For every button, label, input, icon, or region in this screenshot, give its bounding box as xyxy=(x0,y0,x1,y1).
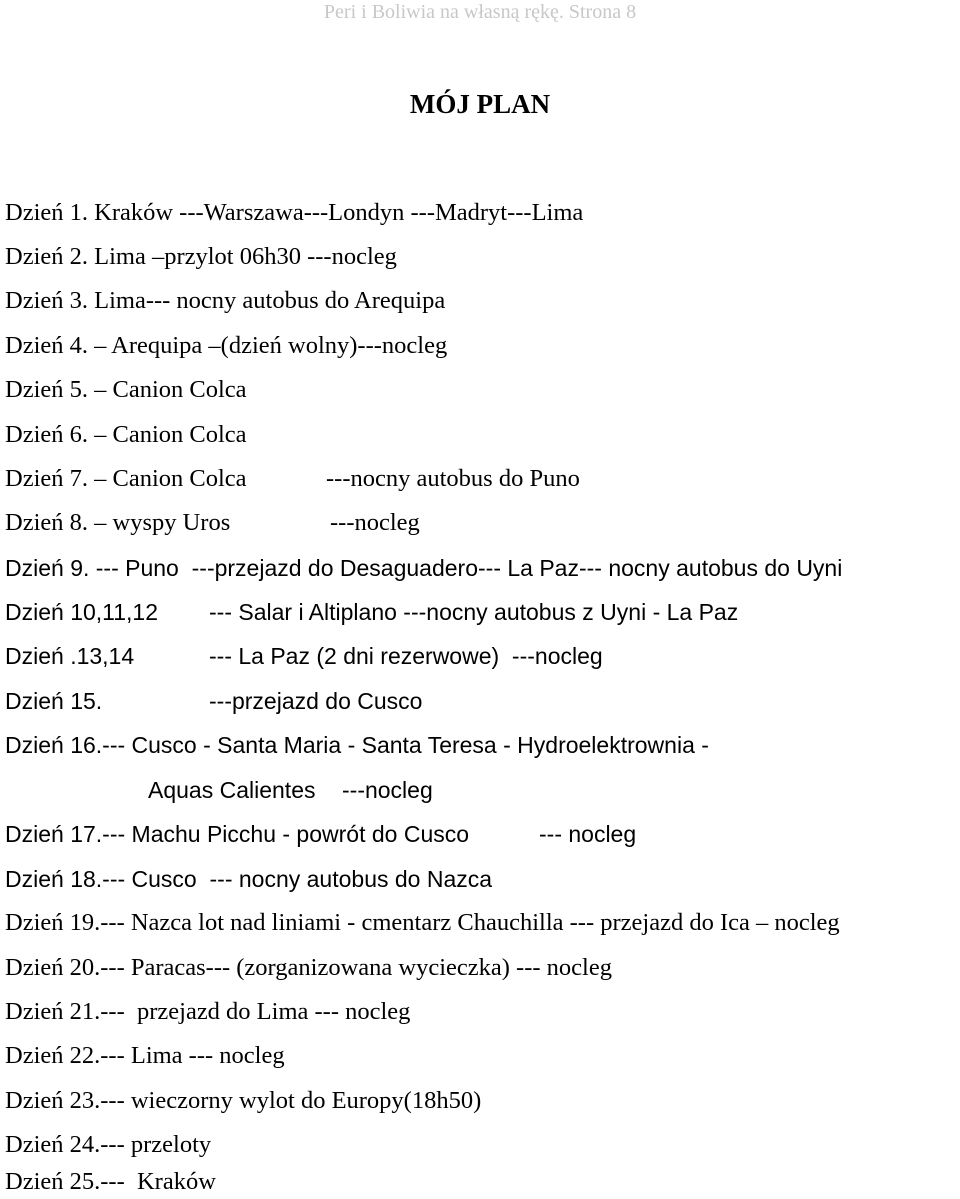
day-detail: --- nocleg xyxy=(539,821,637,847)
day-10-12 xyxy=(5,596,739,628)
page-header: Peri i Boliwia na własną rękę. Strona 8 xyxy=(323,1,637,23)
day-label: Dzień 15. xyxy=(5,688,103,714)
day-label: Dzień 25.--- Kraków xyxy=(5,1168,216,1195)
day-label: Dzień 16.--- Cusco - Santa Maria - Santa Teresa - Hydroelektrownia - xyxy=(5,732,709,758)
day-label: Dzień 9. --- Puno ---przejazd do Desaguadero--- La Paz--- nocny autobus do Uyni xyxy=(5,555,843,581)
day-detail: ---nocleg xyxy=(342,777,433,803)
day-8 xyxy=(5,507,420,539)
day-label: Dzień 19.--- Nazca lot nad liniami - cmentarz Chauchilla --- przejazd do Ica – nocleg xyxy=(5,909,840,936)
day-13-14 xyxy=(5,640,603,672)
day-label: Dzień 3. Lima--- nocny autobus do Arequipa xyxy=(5,287,446,314)
day-label: Dzień 10,11,12 xyxy=(5,599,159,625)
day-label: Dzień 2. Lima –przylot 06h30 ---nocleg xyxy=(5,243,397,270)
day-label: Dzień 23.--- wieczorny wylot do Europy(18h50) xyxy=(5,1087,482,1114)
day-17 xyxy=(5,818,637,850)
day-label: Dzień 24.--- przeloty xyxy=(5,1131,212,1158)
day-label: Dzień 6. – Canion Colca xyxy=(5,421,247,448)
page-title: MÓJ PLAN xyxy=(409,89,551,119)
day-label: Dzień 8. – wyspy Uros xyxy=(5,509,231,536)
day-detail: ---przejazd do Cusco xyxy=(209,688,423,714)
day-label: Dzień 17.--- Machu Picchu - powrót do Cusco xyxy=(5,821,470,847)
day-label: Dzień 20.--- Paracas--- (zorganizowana wycieczka) --- nocleg xyxy=(5,954,612,981)
day-label: Dzień 21.--- przejazd do Lima --- nocleg xyxy=(5,998,411,1025)
day-label: Aquas Calientes xyxy=(148,777,316,803)
day-label: Dzień 7. – Canion Colca xyxy=(5,465,247,492)
day-label: Dzień 18.--- Cusco --- nocny autobus do Nazca xyxy=(5,866,493,892)
day-detail: --- Salar i Altiplano ---nocny autobus z Uyni - La Paz xyxy=(209,599,739,625)
day-7 xyxy=(5,463,580,495)
day-label: Dzień .13,14 xyxy=(5,643,135,669)
day-16-cont xyxy=(5,774,433,806)
day-label: Dzień 1. Kraków ---Warszawa---Londyn ---Madryt---Lima xyxy=(5,199,584,226)
day-15 xyxy=(5,685,423,717)
day-detail: ---nocny autobus do Puno xyxy=(326,465,580,492)
day-detail: ---nocleg xyxy=(330,509,420,536)
day-label: Dzień 4. – Arequipa –(dzień wolny)---nocleg xyxy=(5,332,448,359)
day-label: Dzień 5. – Canion Colca xyxy=(5,376,247,403)
day-label: Dzień 22.--- Lima --- nocleg xyxy=(5,1042,285,1069)
day-detail: --- La Paz (2 dni rezerwowe) ---nocleg xyxy=(209,643,603,669)
